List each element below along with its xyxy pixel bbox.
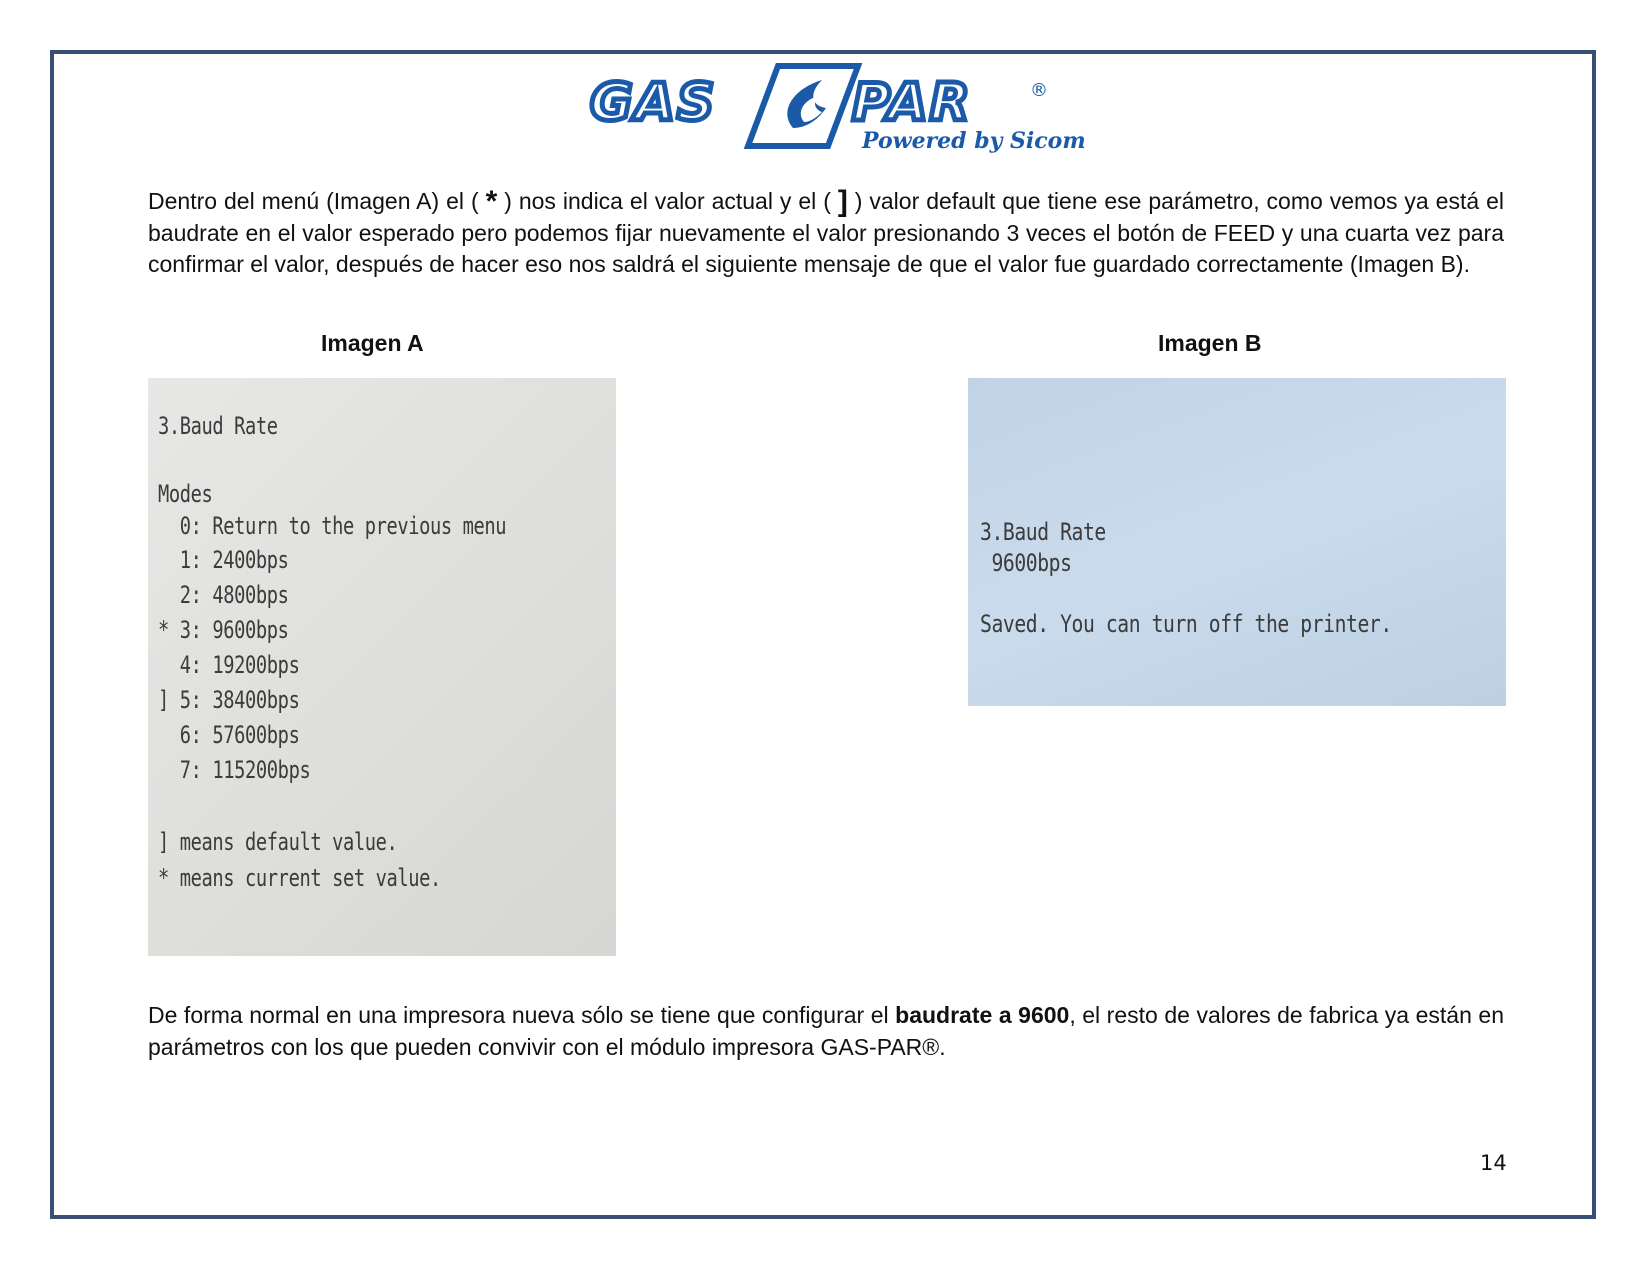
current-value-symbol: * [485,185,498,218]
default-value-symbol: ] [837,185,848,218]
page-number: 14 [1480,1151,1507,1175]
baudrate-highlight: baudrate a 9600 [895,1002,1070,1028]
photo-a-line: ] means default value. [158,828,398,856]
logo-tagline: Powered by Sicom [862,128,1086,154]
photo-a-line: * 3: 9600bps [158,616,289,644]
registered-mark: ® [1030,80,1048,101]
photo-a-line: * means current set value. [158,864,441,892]
printer-saved-photo [968,378,1506,706]
photo-a-line: 6: 57600bps [158,721,300,749]
logo-right-text: PAR [852,73,972,133]
photo-a-line: Modes [158,480,213,508]
logo-left-text: GAS [590,73,717,133]
photo-a-line: 3.Baud Rate [158,412,278,440]
caption-image-b: Imagen B [1158,330,1262,356]
photo-b-line: 9600bps [980,549,1072,577]
photo-a-line: 4: 19200bps [158,651,300,679]
photo-b-line: Saved. You can turn off the printer. [980,610,1392,638]
photo-a-line: 7: 115200bps [158,756,311,784]
closing-paragraph: De forma normal en una impresora nueva sólo se tiene que configurar el baudrate a 9600, el resto de valores de fabrica ya están en parámetros con los que pueden convivir con el módulo impresora GAS-PAR®. [148,1002,1504,1060]
gaspar-logo [590,58,1086,158]
photo-a-line: 0: Return to the previous menu [158,512,507,540]
printer-menu-photo [148,378,616,956]
photo-b-line: 3.Baud Rate [980,518,1106,546]
photo-a-line: ] 5: 38400bps [158,686,300,714]
photo-a-line: 1: 2400bps [158,546,289,574]
intro-paragraph: Dentro del menú (Imagen A) el ( * ) nos indica el valor actual y el ( ] ) valor default que tiene ese parámetro, como vemos ya está el baudrate en el valor esperado pero podemos fijar nuevamente el valor presionando 3 veces el botón de FEED y una cuarta vez para confirmar el valor, después de hacer eso nos saldrá el siguiente mensaje de que el valor fue guardado correctamente (Imagen B). [148,185,1505,277]
photo-a-line: 2: 4800bps [158,581,289,609]
caption-image-a: Imagen A [321,330,424,356]
